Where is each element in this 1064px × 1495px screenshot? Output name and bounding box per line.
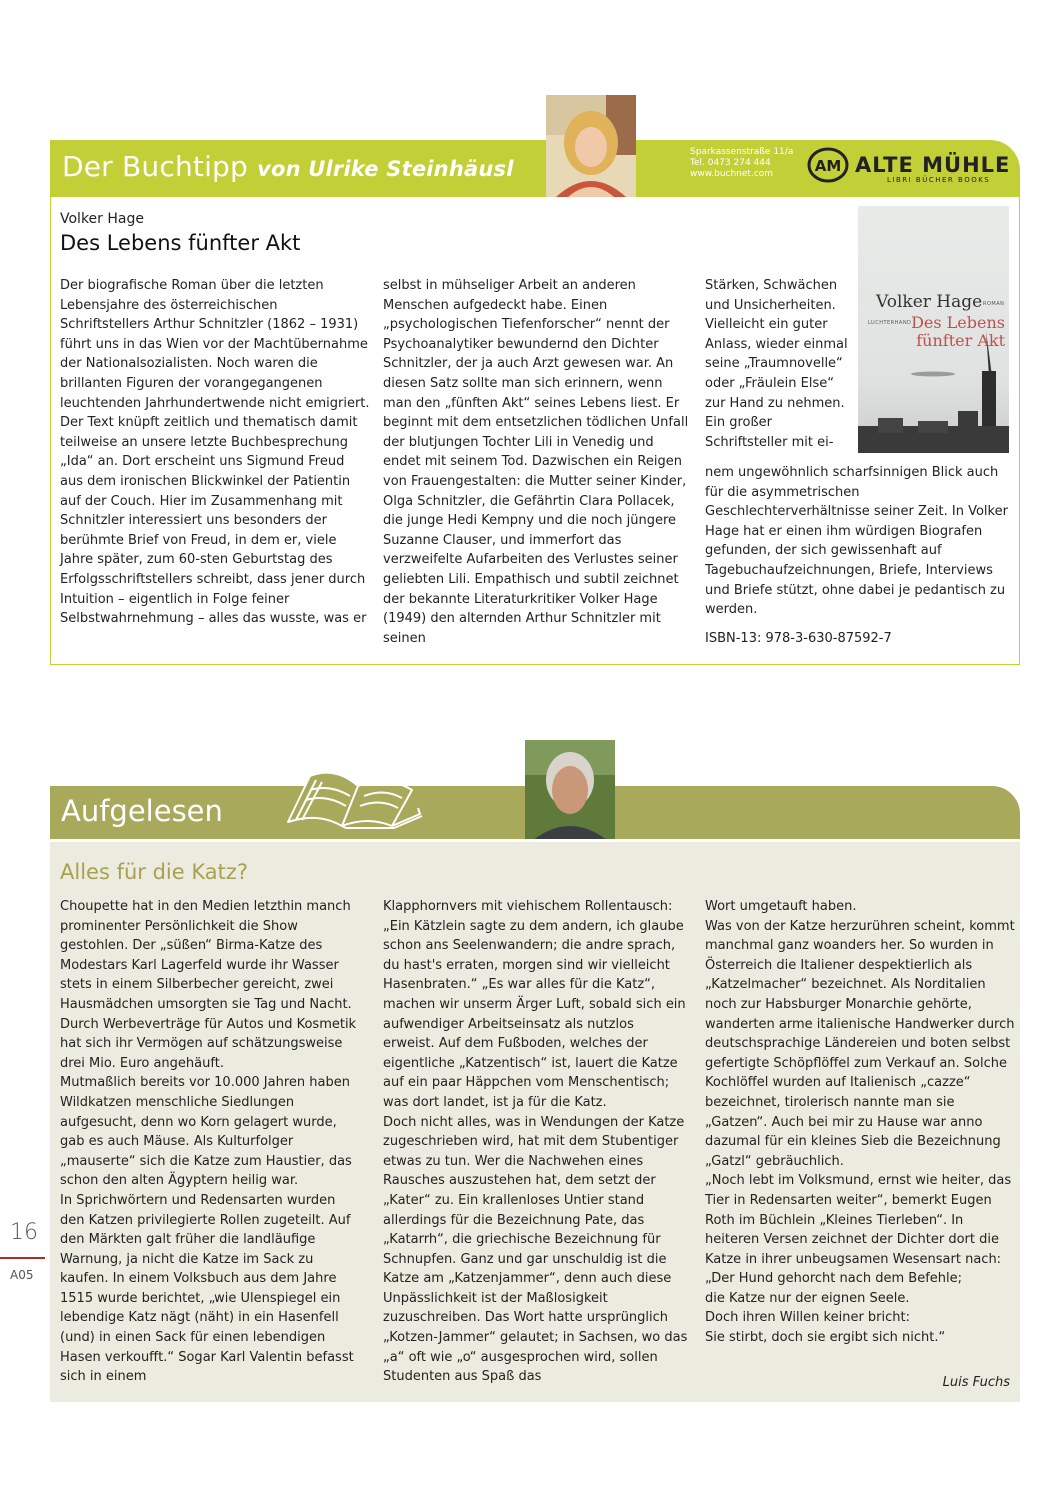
aufgelesen-heading: Alles für die Katz? (60, 860, 249, 884)
buchtipp-byline: von Ulrike Steinhäusl (257, 157, 514, 181)
book-author: Volker Hage (60, 211, 144, 227)
cover-title-line-1: Des Lebens (911, 313, 1005, 332)
buchtipp-column-2: selbst in mühseliger Arbeit an anderen Menschen aufgedeckt habe. Einen „psychologischen Tiefenforscher“ nennt der Psychoanalytiker bewundernd den Dichter Schnitzler, der ja auch Arzt gewesen war. An diesen Satz sollte man sich erinnern, wenn man den „fünften Akt“ seines Lebens liest. Er beginnt mit dem entsetzlichen tödlichen Unfall der blutjungen Tochter Lili in Venedig und endet mit seinem Tod. Dazwischen ein Reigen von Frauengestalten: die Mutter seiner Kinder, Olga Schnitzler, die Gefährtin Clara Pollacek, die junge Hedi Kempny und die noch jüngere Suzanne Clauser, und immerfort das verzweifelte Aufarbeiten des Verlustes seiner geliebten Lili. Empathisch und subtil zeichnet der bekannte Literaturkritiker Volker Hage (1949) den alternden Arthur Schnitzler mit seinen (383, 278, 689, 646)
cover-publisher: LUCHTERHAND (868, 320, 912, 326)
book-cover (858, 206, 1009, 453)
author-signature: Luis Fuchs (942, 1375, 1010, 1390)
logo-mark: AM (814, 157, 842, 175)
buchtipp-column-3-top: Stärken, Schwächen und Unsicherheiten. Vielleicht ein guter Anlass, wieder einmal seine „Traumnovelle“ oder „Fräulein Else“ zur Hand zu nehmen. Ein großer Schriftsteller mit ei- (705, 278, 848, 450)
buchtipp-column-1: Der biografische Roman über die letzten Lebensjahre des österreichischen Schriftstellers Arthur Schnitzler (1862 – 1931) führt uns in das Wien vor der Machtübernahme der Nationalsozialisten. Noch waren die brillanten Figuren der vorangegangenen leuchtenden Jahrhundertwende nicht emigriert. Der Text knüpft zeitlich und thematisch damit teilweise an unsere letzte Buchbesprechung „Ida“ an. Dort erscheint uns Sigmund Freud aus dem ironischen Blickwinkel der Patientin auf der Couch. Hier im Zusammenhang mit Schnitzler interessiert uns besonders der berühmte Brief von Freud, in dem er, viele Jahre später, zum 60-sten Geburtstag des Erfolgsschriftstellers schreibt, dass jener durch Intuition – eigentlich in Folge feiner Selbstwahrnehmung – alles das wusste, was er (60, 278, 370, 627)
shop-subtitle: LIBRI BÜCHER BOOKS (887, 176, 991, 184)
shop-name: ALTE MÜHLE (855, 153, 1011, 177)
shop-contact-info: Sparkassenstraße 11/a Tel. 0473 274 444 www.buchnet.com (690, 147, 794, 179)
reviewer-photo (546, 95, 636, 197)
author-photo (525, 740, 615, 840)
isbn: ISBN-13: 978-3-630-87592-7 (705, 631, 892, 646)
buchtipp-column-3-bottom: nem ungewöhnlich scharfsinnigen Blick auch für die asymmetrischen Geschlechterverhältnisse seiner Zeit. In Volker Hage hat er einen ihm würdigen Biografen gefunden, der sich gewissenhaft auf Tagebuchaufzeichnungen, Briefe, Interviews und Briefe stützt, ohne dabei je pedantisch zu werden. (705, 465, 1008, 618)
page-code: A05 (10, 1268, 34, 1282)
cover-title (880, 314, 1005, 350)
book-title: Des Lebens fünfter Akt (60, 231, 301, 255)
cover-author: Volker Hage (876, 292, 983, 312)
cover-roman-label: ROMAN (983, 301, 1005, 307)
buchtipp-title (62, 150, 514, 183)
cover-title-line-2: fünfter Akt (916, 331, 1005, 350)
aufgelesen-column-1: Choupette hat in den Medien letzthin manch prominenter Persönlichkeit die Show gestohlen. Der „süßen“ Birma-Katze des Modestars Karl Lagerfeld wurde ihr Wasser stets in einem Silberbecher gereicht, zwei Hausmädchen umsorgten sie Tag und Nacht. Durch Werbeverträge für Autos und Kosmetik hat sich ihr Vermögen auf schätzungsweise drei Mio. Euro angehäuft. Mutmaßlich bereits vor 10.000 Jahren haben Wildkatzen menschliche Siedlungen aufgesucht, denn wo Korn gelagert wurde, gab es auch Mäuse. Als Kulturfolger „mauserte“ sich die Katze zum Haustier, das schon den alten Ägyptern heilig war. In Sprichwörtern und Redensarten wurden den Katzen privilegierte Rollen zugeteilt. Auf den Märkten galt früher die landläufige Warnung, ja nicht die Katze im Sack zu kaufen. In einem Volksbuch aus dem Jahre 1515 wurde berichtet, „wie Ulenspiegel ein lebendige Katz nägt (näht) in ein Hasenfell (und) in einen Sack für einen lebendigen Hasen verkoufft.“ Sogar Karl Valentin befasst sich in einem (60, 899, 357, 1385)
aufgelesen-title: Aufgelesen (61, 794, 223, 828)
buchtipp-title-text: Der Buchtipp (62, 150, 248, 183)
page-number-rule (0, 1257, 45, 1259)
aufgelesen-column-2: Klapphornvers mit viehischem Rollentausch: „Ein Kätzlein sagte zu dem andern, ich glaube schon ans Seelenwandern; die andre sprach, du hast's erraten, morgen sind wir vielleicht Hasenbraten.“ „Es war alles für die Katz“, machen wir unserm Ärger Luft, sobald sich ein aufwendiger Arbeitseinsatz als nutzlos erweist. Auf dem Fußboden, welches der eigentliche „Katzentisch“ ist, lauert die Katze auf ein paar Häppchen vom Menschentisch; was dort landet, ist ja für die Katz. Doch nicht alles, was in Wendungen der Katze zugeschrieben wird, hat mit dem Stubentiger etwas zu tun. Wer die Nachwehen eines Rausches auszustehen hat, dem setzt der „Kater“ zu. Ein krallenloses Untier stand allerdings für die Bezeichnung Pate, das „Katarrh“, die griechische Bezeichnung für Schnupfen. Ganz und gar unschuldig ist die Katze am „Katzenjammer“, denn auch diese Unpässlichkeit ist der Maßlosigkeit zuzuschreiben. Das Wort hatte ursprünglich „Kotzen-Jammer“ gelautet; in Sachsen, wo das „a“ oft wie „o“ ausgesprochen wird, sollen Studenten aus Spaß das (383, 899, 688, 1385)
aufgelesen-column-3: Wort umgetauft haben. Was von der Katze herzurühren scheint, kommt manchmal ganz woanders her. So wurden in Österreich die Italiener despektierlich als „Katzelmacher“ bezeichnet. Als Norditalien noch zur Habsburger Monarchie gehörte, wanderten arme italienische Handwerker durch deutschsprachige Ländereien und boten selbst gefertigte Schöpflöffel zum Verkauf an. Solche Kochlöffel wurden auf Italienisch „cazze“ bezeichnet, tirolerisch nannte man sie „Gatzen“. Auch bei mir zu Hause war anno dazumal für ein kleines Sieb die Bezeichnung „Gatzl“ gebräuchlich. „Noch lebt im Volksmund, ernst wie heiter, das Tier in Redensarten weiter“, bemerkt Eugen Roth im Büchlein „Kleines Tierleben“. In heiteren Versen zeichnet der Dichter dort die Katze in ihrer unbeugsamen Wesensart nach: „Der Hund gehorcht nach dem Befehle; die Katze nur der eignen Seele. Doch ihren Willen keiner bricht: Sie stirbt, doch sie ergibt sich nicht.“ (705, 899, 1015, 1346)
page-number: 16 (10, 1220, 38, 1245)
alte-muehle-logo (807, 145, 1011, 189)
open-book-icon (280, 764, 430, 832)
